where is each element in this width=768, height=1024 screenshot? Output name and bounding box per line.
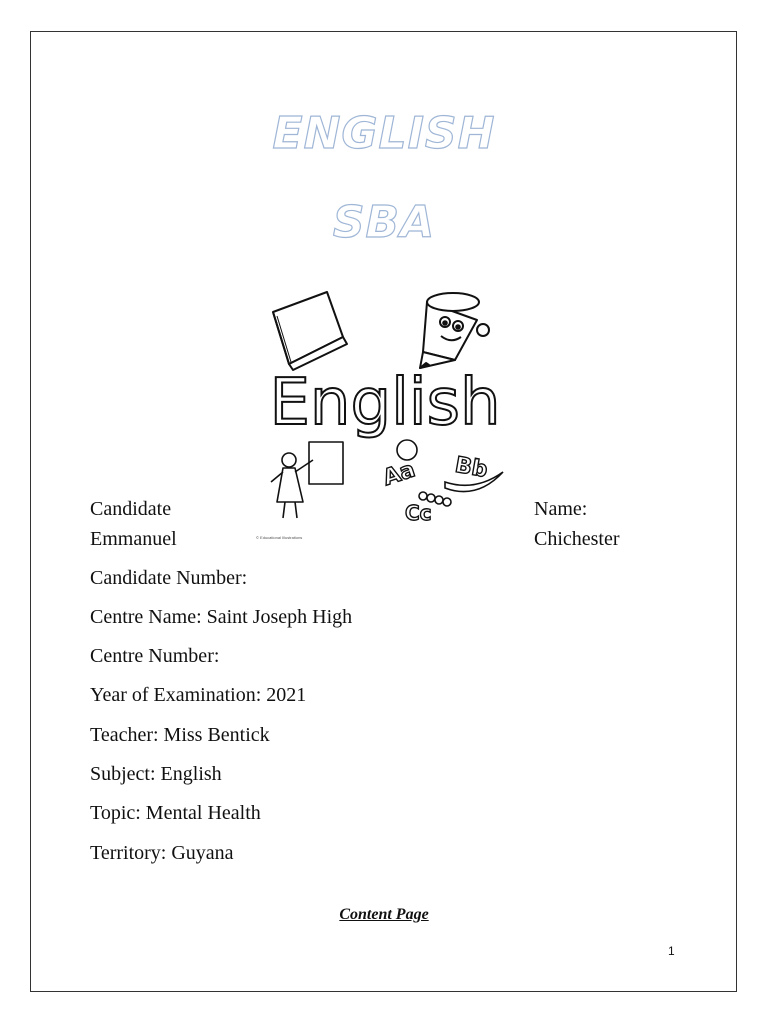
territory: Territory: Guyana — [90, 842, 234, 864]
candidate-number: Candidate Number: — [90, 567, 248, 589]
clipart-word: English — [269, 366, 501, 440]
centre-number: Centre Number: — [90, 645, 220, 667]
letters-bb: Bb — [453, 452, 490, 484]
letters-cc: Cc — [405, 501, 432, 525]
book-icon — [273, 292, 347, 370]
content-page-link[interactable]: Content Page — [339, 906, 429, 923]
pencil-character-icon — [420, 293, 489, 368]
title-english: ENGLISH — [272, 108, 496, 159]
candidate-label-left-1: Candidate — [90, 498, 172, 520]
teacher: Teacher: Miss Bentick — [90, 724, 270, 746]
title-sba: SBA — [332, 197, 436, 248]
candidate-label-left-2: Emmanuel — [90, 528, 177, 550]
english-clipart — [255, 282, 515, 532]
letters-aa: Aa — [380, 457, 419, 492]
candidate-label-right-1: Name: — [534, 498, 588, 520]
teacher-icon — [271, 442, 343, 518]
topic: Topic: Mental Health — [90, 802, 261, 824]
candidate-label-right-2: Chichester — [534, 528, 620, 550]
centre-name: Centre Name: Saint Joseph High — [90, 606, 353, 628]
year-of-examination: Year of Examination: 2021 — [90, 684, 307, 706]
copyright-text: © Educational Illustrations — [256, 535, 303, 540]
page-number: 1 — [668, 944, 675, 958]
subject: Subject: English — [90, 763, 222, 785]
